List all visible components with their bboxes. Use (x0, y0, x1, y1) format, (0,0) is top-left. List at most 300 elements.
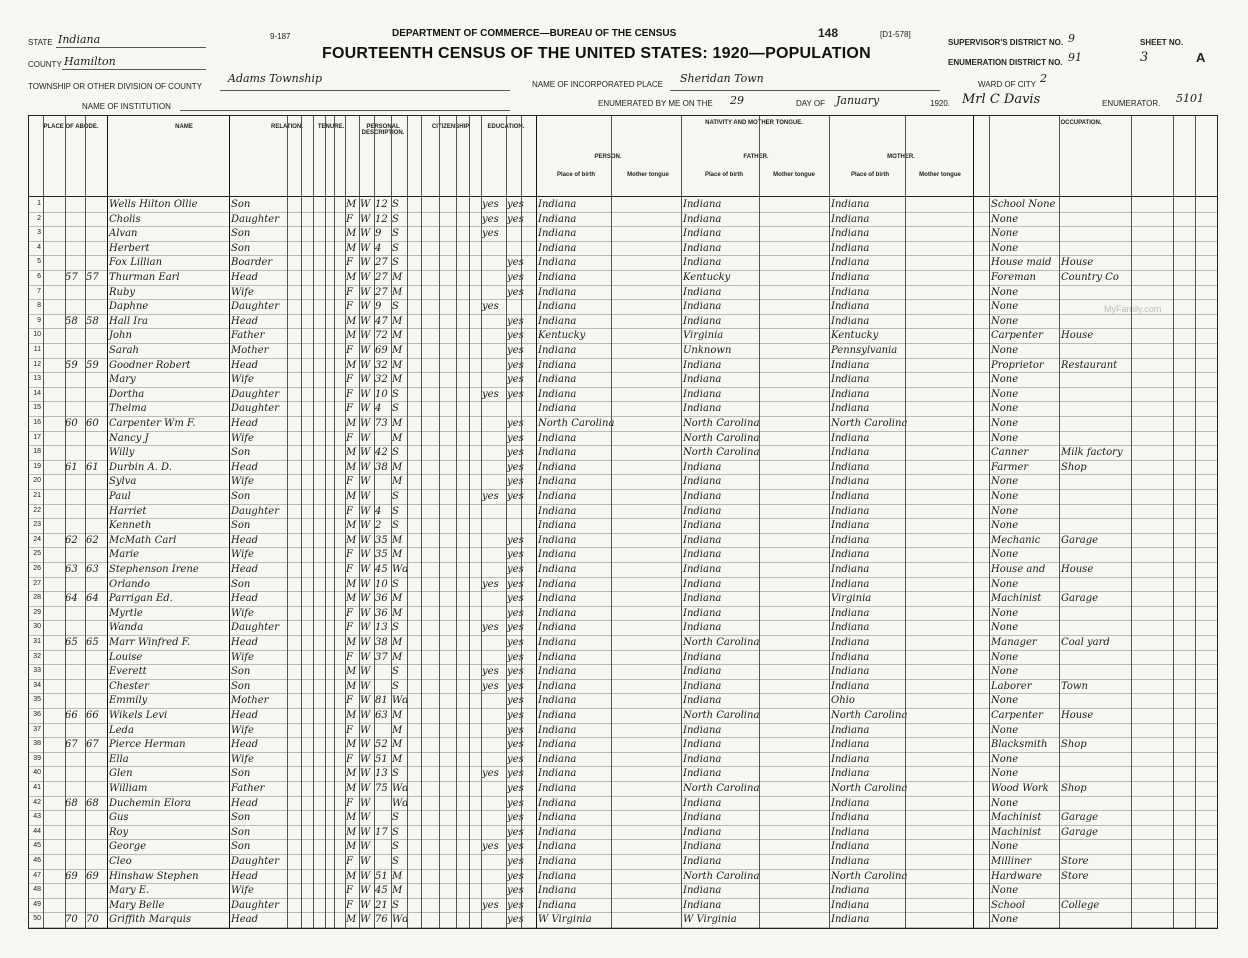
cell-name: Roy (109, 826, 129, 838)
cell-ind (1061, 490, 1131, 504)
cell-read: yes (507, 549, 524, 561)
cell-occ: Machinist (991, 826, 1042, 838)
cell-race: W (360, 841, 371, 853)
cell-ms: S (392, 826, 399, 838)
cell-school (482, 446, 506, 460)
cell-read (507, 227, 521, 241)
cell-fbirth: North Carolina (683, 418, 760, 429)
cell-occ: Wood Work (991, 783, 1049, 794)
cell-birth: Indiana (538, 607, 577, 619)
cell-occ: None (991, 753, 1019, 765)
cell-sex: M (346, 520, 357, 532)
cell-read: yes (507, 432, 524, 444)
cell-age: 4 (375, 242, 382, 254)
cell-rel: Son (231, 812, 251, 824)
cell-fam (86, 884, 106, 898)
cell-read: yes (507, 534, 524, 546)
cell-ms: M (392, 534, 403, 546)
township-label: TOWNSHIP OR OTHER DIVISION OF COUNTY (28, 82, 202, 91)
cell-read: yes (507, 680, 524, 692)
cell-ms: S (392, 301, 399, 313)
cell-mbirth: Virginia (831, 593, 872, 605)
cell-school (482, 505, 506, 519)
cell-mbirth: Indiana (831, 841, 870, 853)
cell-birth: Indiana (538, 520, 577, 532)
row-number: 15 (33, 404, 41, 412)
cell-dw (65, 840, 85, 854)
cell-read: yes (507, 885, 524, 897)
cell-name: Gus (109, 812, 129, 824)
row-number: 19 (33, 462, 41, 470)
cell-race: W (360, 447, 371, 459)
cell-occ: None (991, 374, 1019, 386)
cell-birth: Indiana (538, 637, 577, 648)
cell-read: yes (507, 578, 524, 590)
cell-age: 52 (375, 739, 388, 751)
cell-rel: Head (231, 564, 259, 575)
cell-fam: 66 (86, 710, 99, 721)
cell-name: Marie (109, 549, 140, 561)
cell-occ: None (991, 388, 1019, 400)
cell-rel: Wife (231, 724, 254, 736)
cell-age: 2 (375, 520, 382, 532)
cell-sex: M (346, 739, 357, 751)
cell-fbirth: Indiana (683, 680, 722, 692)
cell-rel: Head (231, 710, 259, 721)
cell-name: Mary (109, 374, 136, 386)
cell-ind (1061, 607, 1131, 621)
cell-fam: 59 (86, 359, 99, 371)
cell-dw (65, 884, 85, 898)
cell-fbirth: North Carolina (683, 710, 760, 721)
cell-school (482, 329, 506, 343)
enum-district-value: 91 (1068, 51, 1082, 64)
cell-dw: 63 (65, 564, 78, 575)
cell-mbirth: Indiana (831, 374, 870, 386)
cell-age: 63 (375, 710, 388, 721)
cell-race: W (360, 345, 371, 356)
cell-occ: House and (991, 564, 1046, 575)
cell-occ: None (991, 651, 1019, 663)
cell-race: W (360, 199, 371, 210)
cell-fam (86, 811, 106, 825)
cell-name: Carpenter Wm F. (109, 418, 196, 429)
cell-race: W (360, 564, 371, 575)
cell-ind (1061, 432, 1131, 446)
row-number: 36 (33, 711, 41, 718)
cell-name: Paul (109, 491, 131, 502)
cell-sex: F (346, 753, 353, 765)
cell-age: 37 (375, 651, 388, 663)
cell-occ: None (991, 549, 1019, 561)
cell-name: Cleo (109, 856, 132, 867)
cell-age: 4 (375, 403, 382, 415)
cell-school (482, 534, 506, 548)
cell-read (507, 402, 521, 416)
cell-age: 10 (375, 578, 388, 590)
cell-occ: Hardware (991, 870, 1043, 882)
cell-sex: M (346, 783, 357, 794)
cell-sex: F (346, 403, 353, 415)
col-mother-tongue: Mother tongue (919, 172, 961, 178)
cell-fam (86, 402, 106, 416)
cell-ind: Milk factory (1061, 447, 1123, 459)
col-mother: MOTHER. (887, 154, 915, 160)
grid-column-line (359, 116, 360, 928)
cell-age: 12 (375, 199, 388, 210)
cell-read: yes (507, 330, 524, 342)
cell-name: John (109, 330, 132, 342)
cell-mbirth: Ohio (831, 695, 855, 707)
row-number: 48 (33, 886, 41, 894)
cell-rel: Daughter (231, 301, 279, 313)
cell-occ: None (991, 418, 1019, 429)
cell-mbirth: North Carolina (831, 710, 908, 721)
cell-fbirth: Indiana (683, 753, 722, 765)
cell-race: W (360, 797, 371, 809)
grid-column-line (1059, 116, 1060, 928)
sheet-label: SHEET NO. (1140, 38, 1184, 47)
cell-fbirth: Indiana (683, 826, 722, 838)
cell-birth: Indiana (538, 388, 577, 400)
cell-race: W (360, 257, 371, 269)
cell-birth: Indiana (538, 491, 577, 502)
cell-occ: Carpenter (991, 710, 1043, 721)
day-of-label: DAY OF (796, 99, 826, 108)
cell-sex: M (346, 637, 357, 648)
cell-ms: M (392, 272, 403, 283)
cell-race: W (360, 826, 371, 838)
cell-fam: 64 (86, 593, 99, 605)
cell-read: yes (507, 315, 524, 327)
cell-fam (86, 782, 106, 796)
col-father-birth: Place of birth (704, 172, 743, 178)
cell-ind: House (1061, 564, 1094, 575)
cell-read: yes (507, 272, 524, 283)
grid-column-line (374, 116, 375, 928)
cell-age: 12 (375, 213, 388, 225)
cell-fam (86, 665, 106, 679)
cell-rel: Wife (231, 432, 254, 444)
cell-birth: Indiana (538, 272, 577, 283)
cell-school (482, 738, 506, 752)
cell-mbirth: Indiana (831, 432, 870, 444)
cell-race: W (360, 476, 371, 488)
cell-sex: F (346, 286, 353, 298)
row-number: 28 (33, 594, 41, 602)
cell-age (375, 680, 391, 694)
cell-fbirth: Indiana (683, 388, 722, 400)
enum-district-label: ENUMERATION DISTRICT NO. (948, 58, 1063, 67)
cell-rel: Son (231, 826, 251, 838)
grid-column-line (85, 116, 86, 928)
cell-school (482, 432, 506, 446)
cell-age: 47 (375, 315, 388, 327)
cell-birth: Indiana (538, 534, 577, 546)
cell-birth: Indiana (538, 476, 577, 488)
cell-race: W (360, 812, 371, 824)
cell-ms: M (392, 432, 403, 444)
cell-ind (1061, 373, 1131, 387)
grid-column-line (905, 116, 906, 928)
cell-school (482, 315, 506, 329)
row-number: 1 (37, 200, 41, 207)
cell-age: 38 (375, 637, 388, 648)
col-mother-birth: Place of birth (850, 172, 889, 178)
cell-mbirth: Indiana (831, 768, 870, 780)
cell-ind (1061, 227, 1131, 241)
cell-fam (86, 198, 106, 212)
cell-age (375, 811, 391, 825)
cell-occ: None (991, 622, 1019, 634)
cell-school (482, 826, 506, 840)
cell-ms: S (392, 199, 399, 210)
cell-birth: Indiana (538, 870, 577, 882)
cell-sex: M (346, 914, 357, 926)
cell-ms: M (392, 418, 403, 429)
cell-school (482, 913, 506, 927)
cell-fam: 65 (86, 637, 99, 648)
cell-fam (86, 548, 106, 562)
row-number: 17 (33, 433, 41, 441)
cell-age (375, 432, 391, 446)
cell-rel: Father (231, 783, 265, 794)
cell-ms: M (392, 549, 403, 561)
cell-sex: M (346, 534, 357, 546)
cell-ind: Restaurant (1061, 359, 1118, 371)
row-number: 4 (37, 243, 41, 251)
cell-fam (86, 505, 106, 519)
cell-fbirth: Indiana (683, 213, 722, 225)
cell-ms: M (392, 315, 403, 327)
cell-race: W (360, 739, 371, 751)
cell-fam (86, 242, 106, 256)
cell-fam (86, 446, 106, 460)
cell-mbirth: Indiana (831, 651, 870, 663)
cell-ind: Garage (1061, 826, 1099, 838)
cell-school (482, 855, 506, 869)
grid-column-line (973, 116, 974, 928)
cell-rel: Head (231, 739, 259, 751)
cell-ms: S (392, 520, 399, 532)
cell-fam (86, 753, 106, 767)
cell-dw: 57 (65, 272, 78, 283)
cell-name: Cholis (109, 213, 141, 225)
cell-school (482, 256, 506, 270)
state-underline (56, 47, 206, 48)
cell-fbirth: Indiana (683, 695, 722, 707)
cell-race: W (360, 680, 371, 692)
cell-sex: M (346, 578, 357, 590)
cell-occ: Mechanic (991, 534, 1041, 546)
cell-mbirth: Indiana (831, 315, 870, 327)
col-father-tongue: Mother tongue (773, 172, 815, 178)
cell-fbirth: Indiana (683, 199, 722, 210)
cell-birth: Indiana (538, 374, 577, 386)
cell-race: W (360, 403, 371, 415)
cell-age: 13 (375, 622, 388, 634)
grid-column-line (456, 116, 457, 928)
cell-school: yes (482, 899, 499, 911)
cell-rel: Wife (231, 651, 254, 663)
cell-age: 51 (375, 753, 388, 765)
cell-read: yes (507, 783, 524, 794)
cell-sex: F (346, 724, 353, 736)
cell-read: yes (507, 914, 524, 926)
grid-column-line (407, 116, 408, 928)
cell-dw (65, 811, 85, 825)
enumerator-label: ENUMERATOR. (1102, 99, 1161, 108)
cell-mbirth: Indiana (831, 534, 870, 546)
grid-column-line (345, 116, 346, 928)
cell-occ: None (991, 520, 1019, 532)
year-value: 1920. (930, 99, 951, 108)
cell-rel: Daughter (231, 403, 279, 415)
cell-birth: Indiana (538, 826, 577, 838)
cell-mbirth: Indiana (831, 753, 870, 765)
row-number: 6 (37, 273, 41, 280)
county-value: Hamilton (64, 55, 116, 68)
cell-school (482, 461, 506, 475)
county-underline (62, 69, 206, 70)
cell-rel: Head (231, 797, 259, 809)
cell-fbirth: North Carolina (683, 870, 760, 882)
place-value: Sheridan Town (680, 72, 764, 85)
cell-school (482, 563, 506, 577)
cell-dw (65, 505, 85, 519)
cell-mbirth: Indiana (831, 607, 870, 619)
cell-fam (86, 388, 106, 402)
cell-fbirth: Kentucky (683, 272, 731, 283)
grid-column-line (506, 116, 507, 928)
cell-school: yes (482, 213, 499, 225)
cell-fam (86, 329, 106, 343)
cell-occ: None (991, 914, 1019, 926)
cell-name: Pierce Herman (109, 739, 186, 751)
cell-age (375, 797, 391, 811)
cell-occ: None (991, 768, 1019, 780)
cell-ms: S (392, 491, 399, 502)
cell-birth: Indiana (538, 885, 577, 897)
cell-dw (65, 198, 85, 212)
cell-school: yes (482, 228, 499, 240)
cell-school (482, 636, 506, 650)
cell-mbirth: Indiana (831, 213, 870, 225)
cell-race: W (360, 885, 371, 897)
cell-name: Sylva (109, 476, 137, 488)
cell-school (482, 519, 506, 533)
grid-column-line (334, 116, 335, 928)
row-number: 41 (33, 784, 41, 791)
cell-birth: Indiana (538, 359, 577, 371)
cell-occ: None (991, 403, 1019, 415)
cell-birth: Indiana (538, 578, 577, 590)
sheet-value: 3 (1140, 50, 1149, 65)
cell-dw: 70 (65, 914, 78, 926)
cell-birth: Indiana (538, 505, 577, 517)
cell-age (375, 490, 391, 504)
cell-ind (1061, 286, 1131, 300)
cell-rel: Son (231, 578, 251, 590)
cell-race: W (360, 315, 371, 327)
cell-mbirth: Indiana (831, 388, 870, 400)
cell-read: yes (507, 213, 524, 225)
cell-school: yes (482, 841, 499, 853)
cell-rel: Son (231, 680, 251, 692)
cell-name: Chester (109, 680, 149, 692)
cell-fbirth: North Carolina (683, 447, 760, 459)
cell-read: yes (507, 651, 524, 663)
cell-mbirth: Indiana (831, 272, 870, 283)
cell-mbirth: Indiana (831, 914, 870, 926)
cell-fam (86, 621, 106, 635)
cell-birth: Indiana (538, 315, 577, 327)
institution-underline (180, 110, 510, 111)
cell-rel: Daughter (231, 856, 279, 867)
cell-birth: Indiana (538, 724, 577, 736)
cell-ind (1061, 402, 1131, 416)
cell-rel: Wife (231, 549, 254, 561)
cell-rel: Head (231, 272, 259, 283)
cell-dw (65, 782, 85, 796)
cell-age: 45 (375, 564, 388, 575)
cell-dw (65, 227, 85, 241)
cell-rel: Head (231, 461, 259, 473)
cell-fam (86, 826, 106, 840)
cell-fbirth: Indiana (683, 607, 722, 619)
cell-birth: Indiana (538, 345, 577, 356)
cell-fbirth: Indiana (683, 899, 722, 911)
cell-rel: Wife (231, 286, 254, 298)
cell-dw (65, 753, 85, 767)
cell-school: yes (482, 768, 499, 780)
cell-birth: Indiana (538, 768, 577, 780)
cell-fam (86, 256, 106, 270)
cell-ms: M (392, 651, 403, 663)
department-heading: DEPARTMENT OF COMMERCE—BUREAU OF THE CENSUS (392, 28, 677, 39)
cell-sex: F (346, 899, 353, 911)
cell-sex: M (346, 593, 357, 605)
cell-ind: Shop (1061, 739, 1087, 751)
cell-occ: None (991, 345, 1019, 356)
cell-sex: M (346, 870, 357, 882)
cell-sex: M (346, 242, 357, 254)
cell-rel: Wife (231, 374, 254, 386)
cell-rel: Head (231, 593, 259, 605)
cell-race: W (360, 286, 371, 298)
cell-occ: Foreman (991, 272, 1036, 283)
cell-dw (65, 446, 85, 460)
cell-sex: F (346, 651, 353, 663)
state-label: STATE (28, 38, 53, 47)
cell-fam (86, 475, 106, 489)
cell-school: yes (482, 578, 499, 590)
cell-dw (65, 578, 85, 592)
cell-dw (65, 826, 85, 840)
cell-rel: Head (231, 870, 259, 882)
cell-name: Wanda (109, 622, 144, 634)
row-number: 20 (33, 477, 41, 485)
cell-school (482, 475, 506, 489)
cell-birth: Indiana (538, 301, 577, 313)
cell-read: yes (507, 374, 524, 386)
cell-birth: Indiana (538, 447, 577, 459)
cell-ind (1061, 913, 1131, 927)
col-personal: PERSONAL DESCRIPTION. (361, 124, 405, 136)
cell-ind (1061, 213, 1131, 227)
cell-birth: W Virginia (538, 914, 592, 926)
cell-fam: 68 (86, 797, 99, 809)
